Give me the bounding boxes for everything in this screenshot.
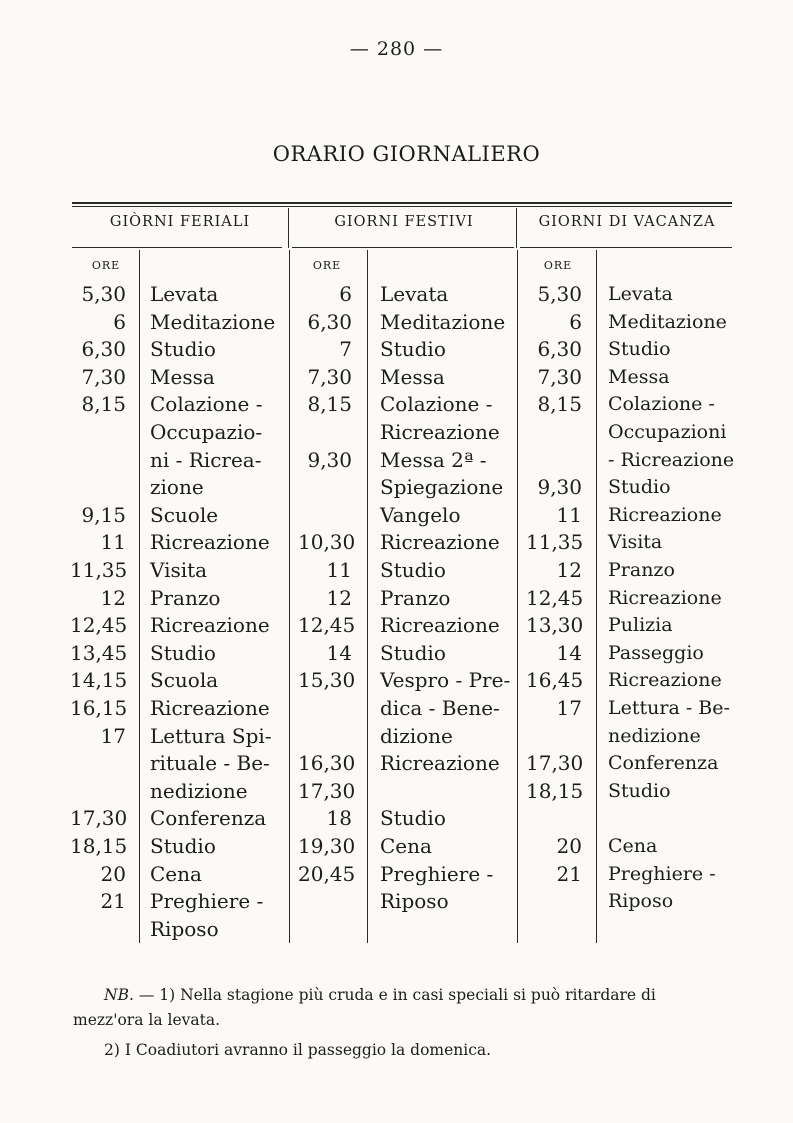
activity-cell: dica - Bene- bbox=[380, 696, 500, 720]
activity-cell: Pulizia bbox=[608, 614, 673, 637]
time-cell: 16,30 bbox=[298, 751, 356, 776]
time-cell: 9,15 bbox=[81, 502, 126, 527]
activity-cell: Pranzo bbox=[150, 585, 221, 610]
activity-cell: Occupazio- bbox=[150, 420, 263, 444]
activity-cell: Lettura Spi- bbox=[150, 723, 272, 748]
time-activity-separator bbox=[596, 250, 597, 943]
time-cell: 21 bbox=[556, 861, 582, 886]
activity-cell: Ricreazione bbox=[380, 530, 500, 555]
activity-cell: Cena bbox=[150, 861, 202, 886]
nb-label: NB. bbox=[104, 986, 134, 1004]
time-cell: 11 bbox=[326, 558, 352, 582]
time-cell: 20 bbox=[556, 834, 582, 858]
column-separator bbox=[288, 208, 289, 248]
activity-cell: Pranzo bbox=[380, 585, 451, 610]
activity-cell: Messa 2ª - bbox=[380, 447, 487, 472]
activity-cell: Studio bbox=[380, 640, 446, 665]
time-cell: 13,30 bbox=[526, 613, 584, 638]
time-cell: 11 bbox=[556, 502, 582, 527]
activity-cell: Vangelo bbox=[380, 502, 461, 527]
activity-cell: Ricreazione bbox=[380, 751, 500, 776]
time-cell: 12,45 bbox=[526, 585, 584, 610]
activity-cell: Messa bbox=[380, 364, 445, 389]
note-line-1 bbox=[104, 983, 656, 1007]
time-cell: 16,15 bbox=[70, 696, 128, 720]
time-cell: 8,15 bbox=[537, 392, 582, 417]
activity-cell: zione bbox=[150, 475, 204, 500]
activity-cell: Passeggio bbox=[608, 641, 704, 664]
time-cell: 17,30 bbox=[70, 806, 128, 831]
time-cell: 19,30 bbox=[298, 834, 356, 858]
time-cell: 6,30 bbox=[81, 337, 126, 362]
time-cell: 7 bbox=[339, 337, 352, 362]
activity-cell: Lettura - Be- bbox=[608, 697, 730, 719]
time-cell: 9,30 bbox=[537, 475, 582, 500]
table-top-rule bbox=[72, 202, 732, 204]
activity-cell: Messa bbox=[150, 364, 215, 389]
activity-cell: Riposo bbox=[380, 889, 449, 914]
activity-cell: Colazione - bbox=[608, 393, 715, 416]
time-cell: 18,15 bbox=[70, 834, 128, 858]
activity-cell: Studio bbox=[150, 337, 216, 362]
activity-cell: - Ricreazione bbox=[608, 448, 735, 471]
time-cell: 7,30 bbox=[537, 364, 582, 389]
note-text-1: — 1) Nella stagione più cruda e in casi speciali si può ritardare di bbox=[133, 986, 656, 1004]
activity-cell: Studio bbox=[150, 640, 216, 665]
time-cell: 20 bbox=[100, 861, 126, 886]
activity-cell: nedizione bbox=[608, 724, 701, 747]
activity-cell: Studio bbox=[380, 806, 446, 831]
note-line-2: mezz'ora la levata. bbox=[73, 1011, 221, 1029]
column-header-festivi: GIORNI FESTIVI bbox=[334, 214, 474, 230]
ore-label: ORE bbox=[312, 259, 342, 272]
time-cell: 11,35 bbox=[70, 558, 128, 582]
time-activity-separator bbox=[139, 250, 140, 943]
activity-cell: Vespro - Pre- bbox=[380, 668, 511, 693]
activity-cell: Levata bbox=[380, 282, 449, 306]
activity-cell: Studio bbox=[150, 834, 216, 858]
activity-cell: Riposo bbox=[150, 916, 219, 941]
activity-cell: Scuola bbox=[150, 668, 219, 693]
header-rule bbox=[72, 247, 282, 248]
time-cell: 12,45 bbox=[70, 613, 128, 638]
activity-cell: Studio bbox=[380, 337, 446, 362]
activity-cell: Preghiere - bbox=[150, 889, 264, 914]
activity-cell: Messa bbox=[608, 365, 670, 388]
activity-cell: rituale - Be- bbox=[150, 751, 270, 776]
group-separator bbox=[289, 250, 290, 943]
column-header-vacanza: GIORNI DI VACANZA bbox=[538, 214, 716, 230]
time-cell: 11,35 bbox=[526, 530, 584, 555]
time-cell: 7,30 bbox=[81, 364, 126, 389]
activity-cell: Levata bbox=[150, 282, 219, 306]
page-number: — 280 — bbox=[349, 38, 444, 60]
time-cell: 18 bbox=[326, 806, 352, 831]
activity-cell: Cena bbox=[380, 834, 432, 858]
activity-cell: Meditazione bbox=[608, 310, 727, 333]
activity-cell: nedizione bbox=[150, 778, 248, 803]
activity-cell: Studio bbox=[608, 476, 671, 499]
time-cell: 12 bbox=[556, 558, 582, 582]
time-cell: 8,15 bbox=[307, 392, 352, 417]
activity-cell: Colazione - bbox=[380, 392, 493, 417]
activity-cell: Preghiere - bbox=[380, 861, 494, 886]
activity-cell: Ricreazione bbox=[150, 696, 270, 720]
time-cell: 12 bbox=[100, 585, 126, 610]
time-cell: 12,45 bbox=[298, 613, 356, 638]
time-cell: 21 bbox=[100, 889, 126, 914]
activity-cell: Scuole bbox=[150, 502, 219, 527]
time-cell: 16,45 bbox=[526, 668, 584, 693]
activity-cell: Studio bbox=[608, 338, 671, 361]
activity-cell: Spiegazione bbox=[380, 475, 504, 500]
column-header-feriali: GIÒRNI FERIALI bbox=[109, 214, 251, 230]
time-cell: 5,30 bbox=[537, 282, 582, 306]
time-cell: 12 bbox=[326, 585, 352, 610]
activity-cell: Pranzo bbox=[608, 559, 675, 581]
activity-cell: Visita bbox=[608, 531, 663, 554]
time-activity-separator bbox=[367, 250, 368, 943]
activity-cell: Ricreazione bbox=[608, 669, 722, 692]
time-cell: 17,30 bbox=[298, 778, 356, 803]
activity-cell: Studio bbox=[608, 779, 671, 802]
time-cell: 13,45 bbox=[70, 640, 128, 665]
header-rule bbox=[520, 247, 732, 248]
activity-cell: dizione bbox=[380, 723, 453, 748]
time-cell: 18,15 bbox=[526, 778, 584, 803]
activity-cell: Ricreazione bbox=[150, 530, 270, 555]
activity-cell: Studio bbox=[380, 558, 446, 582]
time-cell: 6 bbox=[113, 309, 126, 334]
ore-label: ORE bbox=[543, 259, 573, 272]
activity-cell: Ricreazione bbox=[608, 586, 722, 609]
activity-cell: Ricreazione bbox=[380, 420, 500, 444]
time-cell: 6 bbox=[569, 309, 582, 334]
time-cell: 6,30 bbox=[307, 309, 352, 334]
activity-cell: Conferenza bbox=[608, 752, 719, 775]
time-cell: 11 bbox=[100, 530, 126, 555]
time-cell: 14,15 bbox=[70, 668, 128, 693]
time-cell: 17 bbox=[100, 723, 126, 748]
time-cell: 14 bbox=[326, 640, 352, 665]
activity-cell: Cena bbox=[608, 835, 658, 857]
column-separator bbox=[516, 208, 517, 248]
time-cell: 17 bbox=[556, 696, 582, 720]
ore-label: ORE bbox=[91, 259, 121, 272]
time-cell: 8,15 bbox=[81, 392, 126, 417]
group-separator bbox=[517, 250, 518, 943]
activity-cell: Levata bbox=[608, 283, 673, 305]
activity-cell: Meditazione bbox=[150, 309, 276, 334]
activity-cell: Visita bbox=[150, 558, 208, 582]
activity-cell: Ricreazione bbox=[608, 503, 722, 526]
page-title: ORARIO GIORNALIERO bbox=[272, 142, 541, 166]
activity-cell: Colazione - bbox=[150, 392, 263, 417]
note-line-3: 2) I Coadiutori avranno il passeggio la domenica. bbox=[104, 1041, 492, 1059]
time-cell: 20,45 bbox=[298, 861, 356, 886]
table-top-rule-thin bbox=[72, 206, 732, 207]
time-cell: 5,30 bbox=[81, 282, 126, 306]
activity-cell: Riposo bbox=[608, 890, 674, 913]
header-rule bbox=[292, 247, 514, 248]
activity-cell: Ricreazione bbox=[380, 613, 500, 638]
activity-cell: Conferenza bbox=[150, 806, 267, 831]
time-cell: 6,30 bbox=[537, 337, 582, 362]
time-cell: 15,30 bbox=[298, 668, 356, 693]
time-cell: 17,30 bbox=[526, 751, 584, 776]
activity-cell: ni - Ricrea- bbox=[150, 447, 262, 472]
activity-cell: Ricreazione bbox=[150, 613, 270, 638]
time-cell: 6 bbox=[339, 282, 352, 306]
time-cell: 10,30 bbox=[298, 530, 356, 555]
time-cell: 7,30 bbox=[307, 364, 352, 389]
time-cell: 14 bbox=[556, 640, 582, 665]
activity-cell: Occupazioni bbox=[608, 421, 727, 443]
activity-cell: Meditazione bbox=[380, 309, 506, 334]
time-cell: 9,30 bbox=[307, 447, 352, 472]
activity-cell: Preghiere - bbox=[608, 862, 716, 885]
